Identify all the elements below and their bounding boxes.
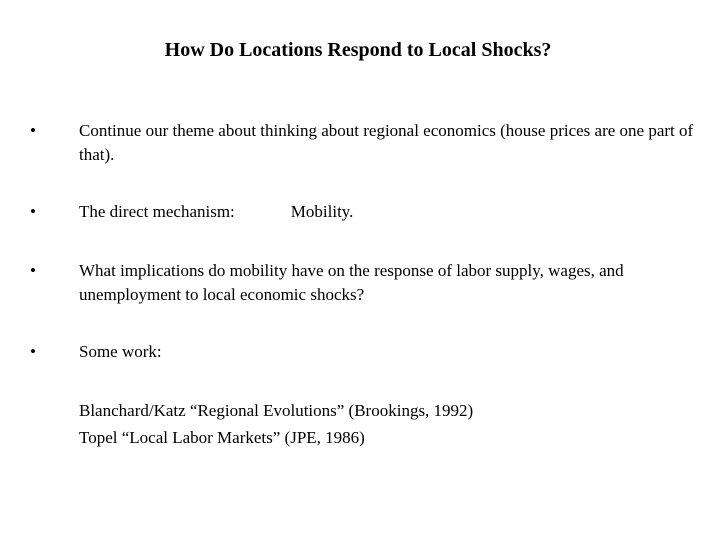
reference-list	[79, 397, 699, 451]
bullet-text-1: Continue our theme about thinking about regional economics (house prices are one part of that).	[79, 121, 694, 164]
mechanism-value: Mobility.	[290, 202, 354, 221]
reference-item-1: Blanchard/Katz “Regional Evolutions” (Brookings, 1992)	[79, 401, 474, 420]
bullet-icon: •	[30, 202, 36, 221]
mechanism-label: The direct mechanism:	[79, 202, 235, 221]
reference-item-2: Topel “Local Labor Markets” (JPE, 1986)	[79, 428, 365, 447]
bullet-text-2	[79, 200, 699, 224]
bullet-icon: •	[30, 121, 36, 140]
bullet-icon: •	[30, 342, 36, 361]
bullet-text-3: What implications do mobility have on the response of labor supply, wages, and unemployment to local economic shocks?	[79, 261, 624, 304]
bullet-icon: •	[30, 261, 36, 280]
slide-title: How Do Locations Respond to Local Shocks?	[164, 39, 552, 61]
bullet-text-4: Some work:	[79, 342, 162, 361]
